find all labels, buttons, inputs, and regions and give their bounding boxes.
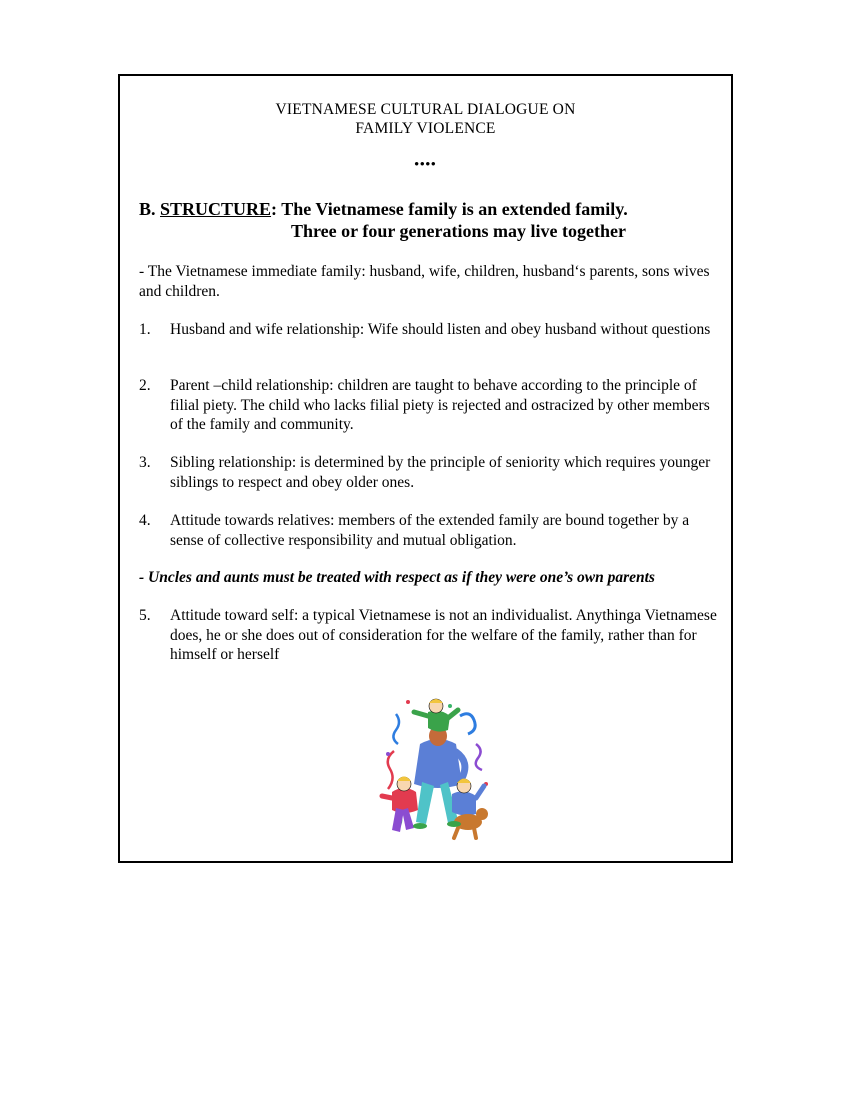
list-item-text: Attitude toward self: a typical Vietnamese is not an individualist. Anythinga Vietnamese does, he or she does out of consideration for the welfare of the family, rather than for himself or herself	[170, 607, 717, 663]
section-letter: B.	[139, 199, 156, 219]
list-item-text: Husband and wife relationship: Wife should listen and obey husband without questions	[170, 321, 711, 338]
list-item	[139, 320, 721, 340]
intro-paragraph: - The Vietnamese immediate family: husband, wife, children, husband‘s parents, sons wives and children.	[139, 263, 710, 300]
list-item	[139, 453, 721, 492]
section-separator: ••••	[414, 156, 437, 171]
streamer-red	[388, 751, 394, 789]
adult-body	[414, 739, 462, 788]
list-item-text: Parent –child relationship: children are taught to behave according to the principle of filial piety. The child who lacks filial piety is rejected and ostracized by other members of the family and community.	[170, 377, 710, 433]
list-item-number: 2.	[139, 377, 151, 394]
list-item-number: 1.	[139, 321, 151, 338]
child-top-arm	[448, 710, 458, 718]
streamer-blue-right	[460, 714, 475, 734]
child-right-body	[452, 791, 476, 815]
child-left-arm	[382, 796, 392, 798]
list-item	[139, 606, 721, 665]
document-frame	[118, 74, 733, 863]
streamer-blue	[393, 714, 399, 744]
list-item-number: 4.	[139, 512, 151, 529]
document-title	[120, 100, 731, 138]
confetti	[406, 700, 410, 704]
section-heading-rest: : The Vietnamese family is an extended family.	[271, 199, 628, 219]
list-item	[139, 511, 721, 550]
child-top-body	[428, 711, 450, 732]
streamer-purple	[476, 744, 482, 770]
confetti	[448, 704, 452, 708]
title-line-2: FAMILY VIOLENCE	[355, 120, 496, 137]
confetti	[386, 752, 390, 756]
list-item	[139, 376, 721, 435]
adult-shoe	[413, 823, 427, 829]
section-heading-line-2: Three or four generations may live together	[291, 221, 626, 241]
child-left-hair	[397, 777, 411, 782]
adult-leg-left	[416, 782, 434, 824]
title-line-1: VIETNAMESE CULTURAL DIALOGUE ON	[275, 101, 576, 118]
adult-shoe	[447, 821, 461, 827]
emphasis-note: - Uncles and aunts must be treated with respect as if they were one’s own parents	[139, 569, 655, 586]
child-top-arm	[414, 712, 428, 716]
child-right-arm	[476, 786, 484, 798]
list-item-number: 5.	[139, 607, 151, 624]
child-top-hair	[429, 699, 443, 703]
list-item-text: Attitude towards relatives: members of the extended family are bound together by a sense of collective responsibility and mutual obligation.	[170, 512, 690, 549]
section-heading	[139, 198, 628, 220]
list-item-number: 3.	[139, 454, 151, 471]
family-clipart-icon	[378, 694, 498, 844]
dog-head	[476, 808, 488, 820]
list-item-text: Sibling relationship: is determined by the principle of seniority which requires younger siblings to respect and obey older ones.	[170, 454, 711, 491]
section-keyword: STRUCTURE	[160, 199, 272, 219]
